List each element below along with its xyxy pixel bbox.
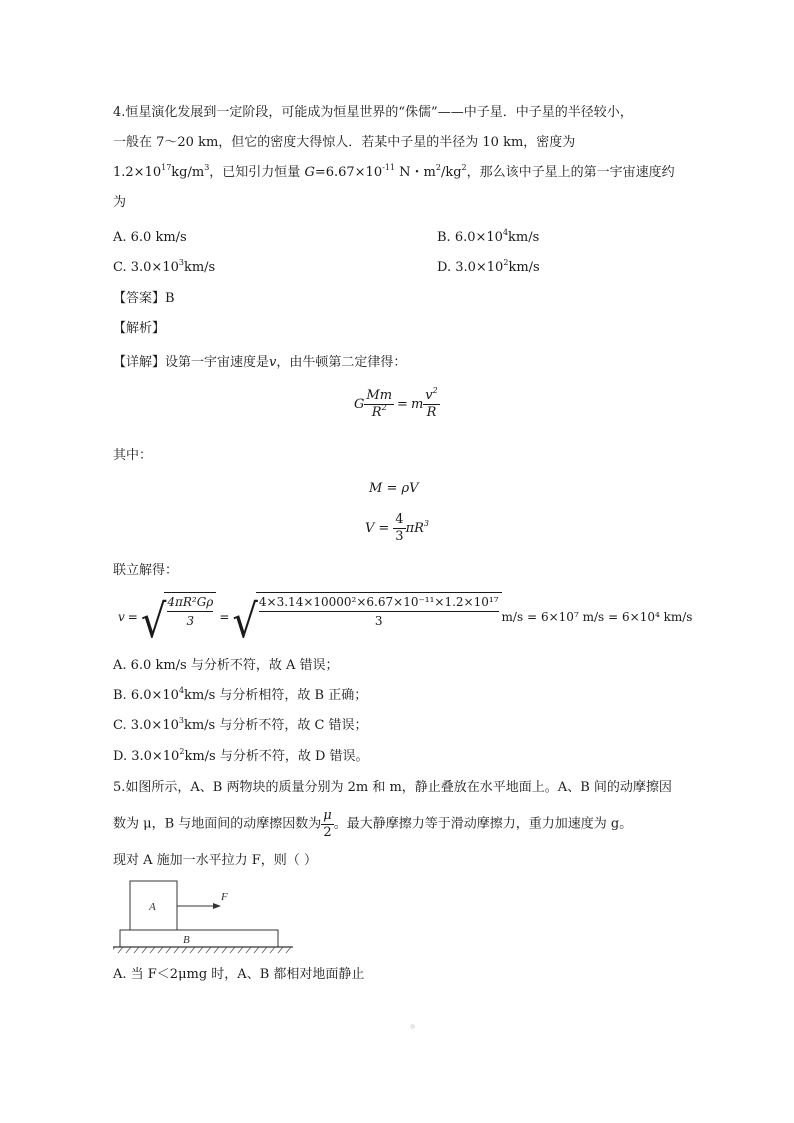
equation-volume: V = $\frac{4}{3}$ $\pi R^3$ bbox=[365, 512, 430, 544]
block-a-label: A bbox=[149, 901, 156, 913]
q4-option-a: A. 6.0 km/s bbox=[113, 230, 187, 245]
q4-line3: $1.2\times 10^{17}kg/m^3$，已知引力恒量 $G=6.67\times 10^{-11}$ N・$m^2/kg^2$，那么该中子星上的第一宇宙速度约 bbox=[113, 163, 675, 180]
q4-option-b: B. $6.0\times 10^4km/s$ bbox=[437, 228, 540, 245]
q4-judge-a: A. 6.0 km/s 与分析不符，故 A 错误； bbox=[113, 658, 339, 673]
q4-where-label: 其中： bbox=[113, 448, 153, 463]
q5-line3: 现对 A 施加一水平拉力 F，则（ ） bbox=[113, 853, 317, 868]
q4-judge-c: C. $3.0\times 10^3km/s$ 与分析不符，故 C 错误； bbox=[113, 716, 368, 733]
q5-line1: 5.如图所示，A、B 两物块的质量分别为 2m 和 m，静止叠放在水平地面上。A、B 间的动摩擦因 bbox=[113, 780, 672, 795]
page-dot bbox=[410, 1024, 415, 1029]
force-arrow-head bbox=[213, 903, 221, 909]
q4-judge-b: B. $6.0\times 10^4km/s$ 与分析相符，故 B 正确； bbox=[113, 686, 368, 703]
equation-mass: M = ρV bbox=[369, 481, 419, 496]
q4-detail: 【详解】设第一宇宙速度是v，由牛顿第二定律得： bbox=[113, 355, 407, 370]
block-b bbox=[120, 930, 278, 947]
q4-judge-d: D. $3.0\times 10^2km/s$ 与分析不符，故 D 错误。 bbox=[113, 747, 369, 764]
q4-option-d: D. $3.0\times 10^2km/s$ bbox=[437, 258, 540, 275]
ground-hatch bbox=[113, 947, 291, 953]
blocks-figure bbox=[113, 876, 293, 956]
q5-line2: 数为 μ，B 与地面间的动摩擦因数为 $\frac{\mu}{2}$ 。最大静摩擦力等于滑动摩擦力，重力加速度为 g。 bbox=[113, 808, 633, 840]
force-label: F bbox=[221, 891, 228, 903]
q5-option-a: A. 当 F＜2μmg 时，A、B 都相对地面静止 bbox=[113, 967, 365, 982]
q4-combine-label: 联立解得： bbox=[113, 563, 179, 578]
q4-analysis-label: 【解析】 bbox=[113, 321, 166, 336]
q4-answer: 【答案】B bbox=[113, 291, 175, 306]
equation-result: v =√ $\frac{\text{4πR²Gρ}}{3}$ =√ $\frac{\text{4×3.14×10000²×6.67×10⁻¹¹×1.2×10¹⁷}}{3}$ m/s = 6×10⁷ m/s = 6×10⁴ km/s bbox=[118, 592, 692, 642]
q4-line1: 4.恒星演化发展到一定阶段，可能成为恒星世界的“侏儒”——中子星．中子星的半径较小， bbox=[113, 105, 633, 120]
equation-newton: G $\frac{Mm}{R^2}$ = m $\frac{v^2}{R}$ bbox=[354, 386, 438, 420]
q4-option-c: C. $3.0\times 10^3km/s$ bbox=[113, 258, 216, 275]
block-b-label: B bbox=[183, 934, 190, 946]
q4-line2: 一般在 7～20 km，但它的密度大得惊人．若某中子星的半径为 10 km，密度为 bbox=[113, 135, 576, 150]
q4-line4: 为 bbox=[113, 195, 127, 210]
